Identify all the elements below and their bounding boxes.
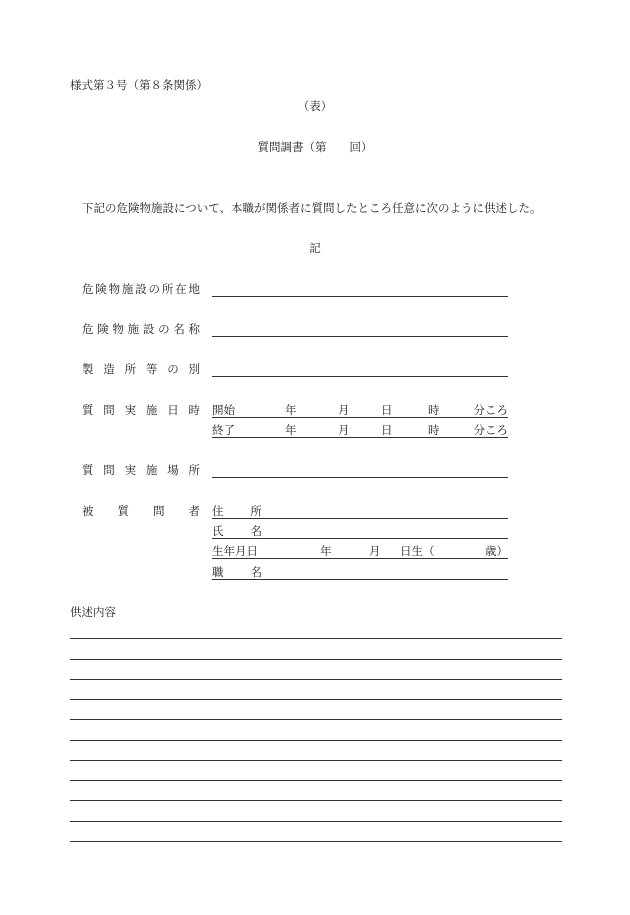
start-day: 日	[381, 403, 393, 417]
side-indicator: （表）	[297, 99, 333, 113]
end-year: 年	[285, 423, 297, 437]
subject-label: 被質問者	[82, 504, 200, 518]
birth-year: 年	[320, 544, 332, 558]
datetime-label: 質問実施日時	[82, 403, 200, 417]
statement-line	[70, 760, 562, 761]
datetime-end-line	[212, 423, 508, 438]
statement-line	[70, 800, 562, 801]
statement-line	[70, 679, 562, 680]
form-number: 様式第３号（第８条関係）	[70, 78, 208, 92]
address-label: 住 所	[212, 504, 262, 518]
start-month: 月	[338, 403, 350, 417]
end-hour: 時	[428, 423, 440, 437]
location-line	[212, 282, 508, 297]
facility-name-line	[212, 322, 508, 337]
statement-line	[70, 659, 562, 660]
subject-name-line	[212, 524, 508, 539]
birth-day: 日生（	[400, 544, 435, 558]
start-hour: 時	[428, 403, 440, 417]
statement-label: 供述内容	[70, 605, 116, 619]
page-title: 質問調書（第 回）	[257, 140, 373, 154]
statement-line	[70, 699, 562, 700]
statement-line	[70, 780, 562, 781]
statement-line	[70, 740, 562, 741]
start-prefix: 開始	[212, 403, 235, 417]
end-month: 月	[338, 423, 350, 437]
location-label: 危険物施設の所在地	[82, 282, 200, 296]
facility-name-label: 危険物施設の名称	[82, 322, 200, 336]
category-line	[212, 362, 508, 377]
statement-line	[70, 821, 562, 822]
statement-line	[70, 638, 562, 639]
start-year: 年	[285, 403, 297, 417]
job-label: 職 名	[212, 565, 262, 579]
statement-line	[70, 841, 562, 842]
start-minute: 分ころ	[473, 403, 508, 417]
birth-age: 歳）	[485, 544, 508, 558]
end-prefix: 終了	[212, 423, 235, 437]
ki-heading: 記	[309, 241, 321, 255]
end-minute: 分ころ	[473, 423, 508, 437]
end-day: 日	[381, 423, 393, 437]
subject-job-line	[212, 565, 508, 580]
subject-address-line	[212, 504, 508, 519]
category-label: 製造所等の別	[82, 362, 200, 376]
place-line	[212, 463, 508, 478]
name-label: 氏 名	[212, 524, 262, 538]
birth-prefix: 生年月日	[212, 544, 258, 558]
datetime-start-line	[212, 403, 508, 418]
subject-birth-line	[212, 544, 508, 559]
intro-text: 下記の危険物施設について、本職が関係者に質問したところ任意に次のように供述した。	[82, 201, 542, 215]
place-label: 質問実施場所	[82, 463, 200, 477]
statement-line	[70, 719, 562, 720]
birth-month: 月	[369, 544, 381, 558]
